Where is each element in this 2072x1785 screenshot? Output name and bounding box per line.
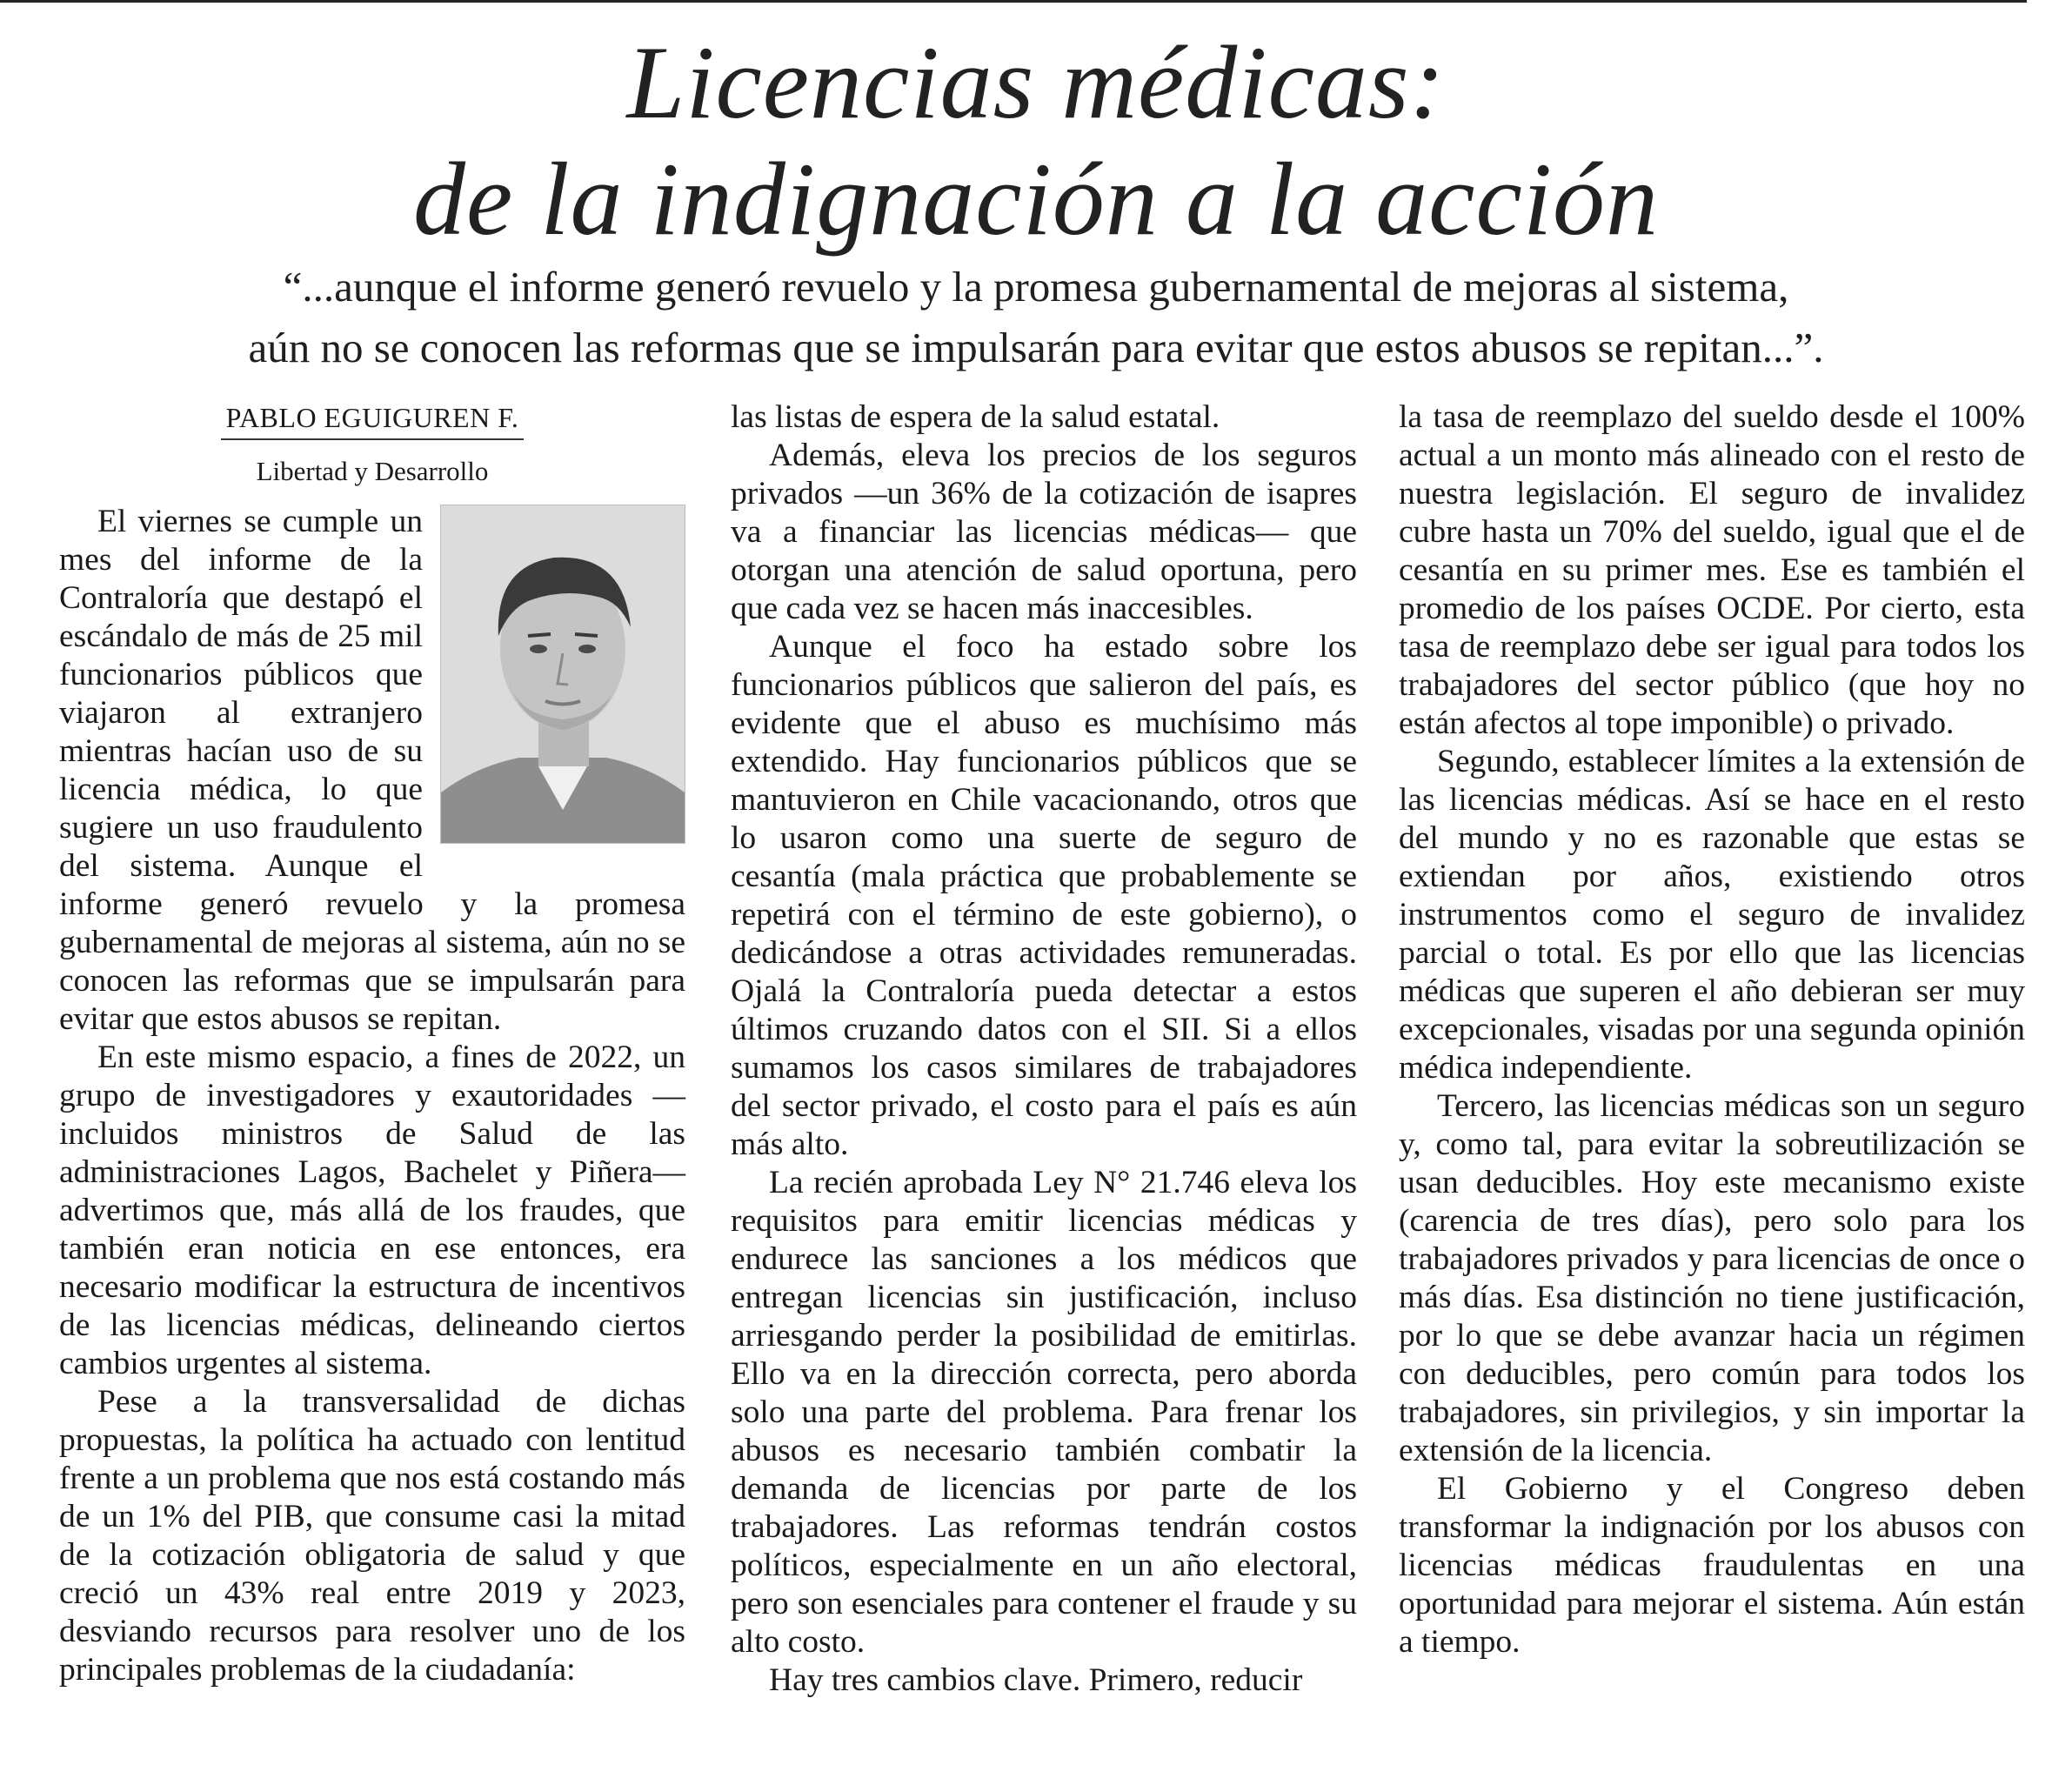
col1-paragraph-1 xyxy=(59,503,685,1039)
deck-line-1: “...aunque el informe generó revuelo y la promesa gubernamental de mejoras al sistema, xyxy=(283,263,1789,311)
author-name: PABLO EGUIGUREN F. xyxy=(221,400,525,440)
portrait-illustration xyxy=(441,505,685,843)
column-3 xyxy=(1399,398,2025,1661)
headline xyxy=(0,24,2072,257)
deck-quote xyxy=(0,257,2072,378)
col3-paragraph-4: El Gobierno y el Congreso deben transformar la indignación por los abusos con licencias médicas fraudulentas en una oportunidad para mejorar el sistema. Aún están a tiempo. xyxy=(1399,1471,2025,1660)
col2-paragraph-1: las listas de espera de la salud estatal. xyxy=(731,399,1220,435)
col3-paragraph-1: la tasa de reemplazo del sueldo desde el 100% actual a un monto más alineado con el resto de nuestra legislación. El seguro de invalidez cubre hasta un 70% del sueldo, igual que el de cesantía en su primer mes. Ese es también el promedio de los países OCDE. Por cierto, esta tasa de reemplazo debe ser igual para todos los trabajadores del sector público (que hoy no están afectos al tope imponible) o privado. xyxy=(1399,399,2025,741)
author-photo xyxy=(440,505,685,844)
col2-paragraph-2: Además, eleva los precios de los seguros privados —un 36% de la cotización de isapres va a financiar las licencias médicas— que otorgan una atención de salud oportuna, pero que cada vez se hacen más inaccesibles. xyxy=(731,438,1357,626)
column-1 xyxy=(59,398,685,1689)
col2-paragraph-5: Hay tres cambios clave. Primero, reducir xyxy=(769,1662,1303,1698)
column-2 xyxy=(731,398,1357,1700)
col3-paragraph-2: Segundo, establecer límites a la extensión de las licencias médicas. Así se hace en el resto del mundo y no es razonable que estas se extiendan por años, existiendo otros instrumentos como el seguro de invalidez parcial o total. Es por ello que las licencias médicas que superen el año debieran ser muy excepcionales, visadas por una segunda opinión médica independiente. xyxy=(1399,744,2025,1086)
headline-line-1: Licencias médicas: xyxy=(626,24,1446,140)
top-rule xyxy=(0,0,2027,3)
author-organization: Libertad y Desarrollo xyxy=(256,456,489,486)
col1-paragraph-3: Pese a la transversalidad de dichas propuestas, la política ha actuado con lentitud frente a un problema que nos está costando más de un 1% del PIB, que consume casi la mitad de la cotización obligatoria de salud y que creció un 43% real entre 2019 y 2023, desviando recursos para resolver uno de los principales problemas de la ciudadanía: xyxy=(59,1384,685,1688)
col3-paragraph-3: Tercero, las licencias médicas son un seguro y, como tal, para evitar la sobreutilización se usan deducibles. Hoy este mecanismo existe (carencia de tres días), pero solo para los trabajadores privados y para licencias de once o más días. Esa distinción no tiene justificación, por lo que se debe avanzar hacia un régimen con deducibles, pero común para todos los trabajadores, sin privilegios, y sin importar la extensión de la licencia. xyxy=(1399,1088,2025,1468)
headline-line-2: de la indignación a la acción xyxy=(412,141,1660,257)
col2-paragraph-4: La recién aprobada Ley N° 21.746 eleva los requisitos para emitir licencias médicas y endurece las sanciones a los médicos que entregan licencias sin justificación, incluso arriesgando perder la posibilidad de emitirlas. Ello va en la dirección correcta, pero aborda solo una parte del problema. Para frenar los abusos es necesario también combatir la demanda de licencias por parte de los trabajadores. Las reformas tendrán costos políticos, especialmente en un año electoral, pero son esenciales para contener el fraude y su alto costo. xyxy=(731,1165,1357,1660)
col1-paragraph-1-text: El viernes se cumple un mes del informe de la Contraloría que destapó el escándalo de más de 25 mil funcionarios públicos que viajaron al extranjero mientras hacían uso de su licencia médica, lo que sugiere un uso fraudulento del sistema. Aunque el informe generó revuelo y la promesa gubernamental de mejoras al sistema, aún no se conocen las reformas que se impulsarán para evitar que estos abusos se repitan. xyxy=(59,504,685,1037)
byline xyxy=(59,398,685,491)
deck-line-2: aún no se conocen las reformas que se impulsarán para evitar que estos abusos se repitan...”. xyxy=(248,324,1824,371)
col1-paragraph-2: En este mismo espacio, a fines de 2022, un grupo de investigadores y exautoridades —incluidos ministros de Salud de las administraciones Lagos, Bachelet y Piñera— advertimos que, más allá de los fraudes, que también eran noticia en ese entonces, era necesario modificar la estructura de incentivos de las licencias médicas, delineando ciertos cambios urgentes al sistema. xyxy=(59,1040,685,1381)
col2-paragraph-3: Aunque el foco ha estado sobre los funcionarios públicos que salieron del país, es evidente que el abuso es muchísimo más extendido. Hay funcionarios públicos que se mantuvieron en Chile vacacionando, otros que lo usaron como una suerte de seguro de cesantía (mala práctica que probablemente se repetirá con el término de este gobierno), o dedicándose a otras actividades remuneradas. Ojalá la Contraloría pueda detectar a estos últimos cruzando datos con el SII. Si a ellos sumamos los casos similares de trabajadores del sector privado, el costo para el país es aún más alto. xyxy=(731,629,1357,1162)
